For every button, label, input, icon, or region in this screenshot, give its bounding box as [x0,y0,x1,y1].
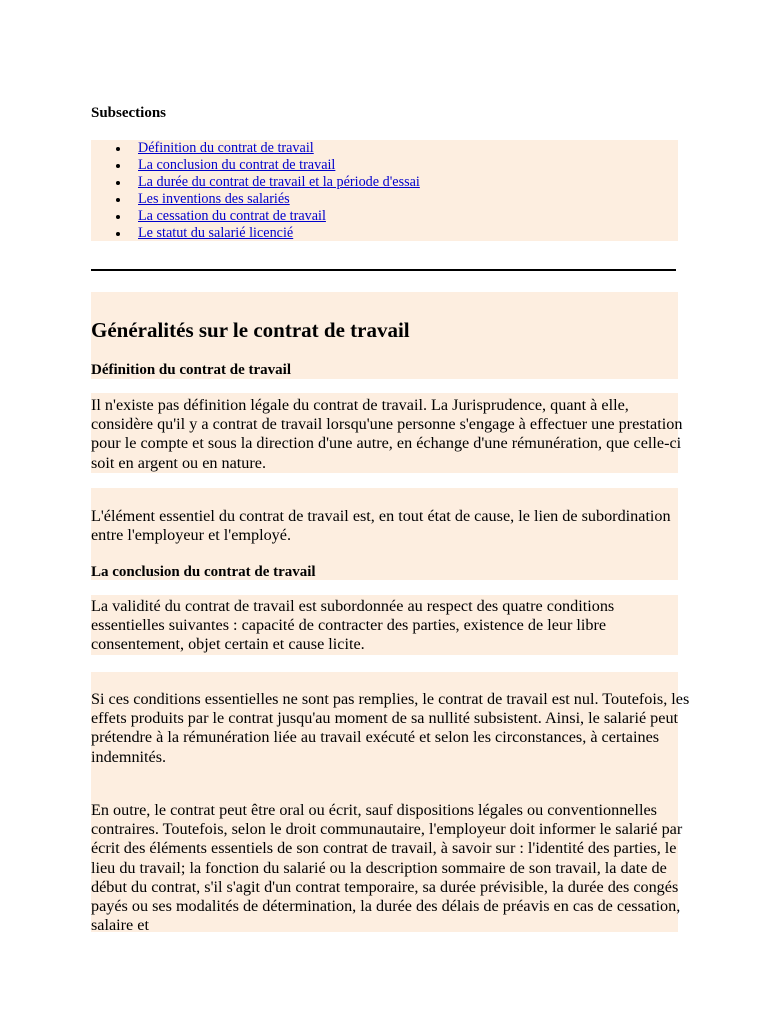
paragraph: L'élément essentiel du contrat de travail est, en tout état de cause, le lien de subordination entre l'employeur et l'employé. [91,507,671,545]
paragraph: Si ces conditions essentielles ne sont pas remplies, le contrat de travail est nul. Toutefois, les effets produits par le contrat jusqu'au moment de sa nullité subsistent. Ainsi, le salarié peut prétendre à la rémunération liée au travail exécuté et selon les circonstances, à certaines indemnités. [91,690,690,766]
list-item [91,191,678,208]
subsections-list [91,140,678,241]
list-item [91,208,678,225]
horizontal-divider [91,269,676,271]
section-heading-conclusion: La conclusion du contrat de travail [91,564,316,580]
subsections-title: Subsections [91,105,167,121]
toc-link-inventions[interactable]: Les inventions des salariés [138,191,290,207]
section-heading-definition: Définition du contrat de travail [91,362,291,378]
paragraph: En outre, le contrat peut être oral ou écrit, sauf dispositions légales ou conventionnelles contraires. Toutefois, selon le droit communautaire, l'employeur doit informer le salarié par écrit des éléments essentiels de son contrat de travail, à savoir sur : l'identité des parties, le lieu du travail; la fonction du salarié ou la description sommaire de son travail, la date de début du contrat, s'il s'agit d'un contrat temporaire, sa durée prévisible, la durée des congés payés ou ses modalités de détermination, la durée des délais de préavis en cas de cessation, salaire et [91,801,683,935]
page-title: Généralités sur le contrat de travail [91,318,410,342]
list-item [91,140,678,157]
paragraph: La validité du contrat de travail est subordonnée au respect des quatre conditions essentielles suivantes : capacité de contracter des parties, existence de leur libre consentement, objet certain et cause licite. [91,597,615,654]
paragraph: Il n'existe pas définition légale du contrat de travail. La Jurisprudence, quant à elle, considère qu'il y a contrat de travail lorsqu'une personne s'engage à effectuer une prestation pour le compte et sous la direction d'une autre, en échange d'une rémunération, que celle-ci soit en argent ou en nature. [91,396,683,472]
list-item [91,157,678,174]
toc-link-cessation[interactable]: La cessation du contrat de travail [138,208,326,224]
toc-link-conclusion[interactable]: La conclusion du contrat de travail [138,157,336,173]
list-item [91,174,678,191]
toc-link-definition[interactable]: Définition du contrat de travail [138,140,314,156]
list-item [91,225,678,242]
toc-link-duree[interactable]: La durée du contrat de travail et la période d'essai [138,174,420,190]
toc-link-statut[interactable]: Le statut du salarié licencié [138,225,294,241]
